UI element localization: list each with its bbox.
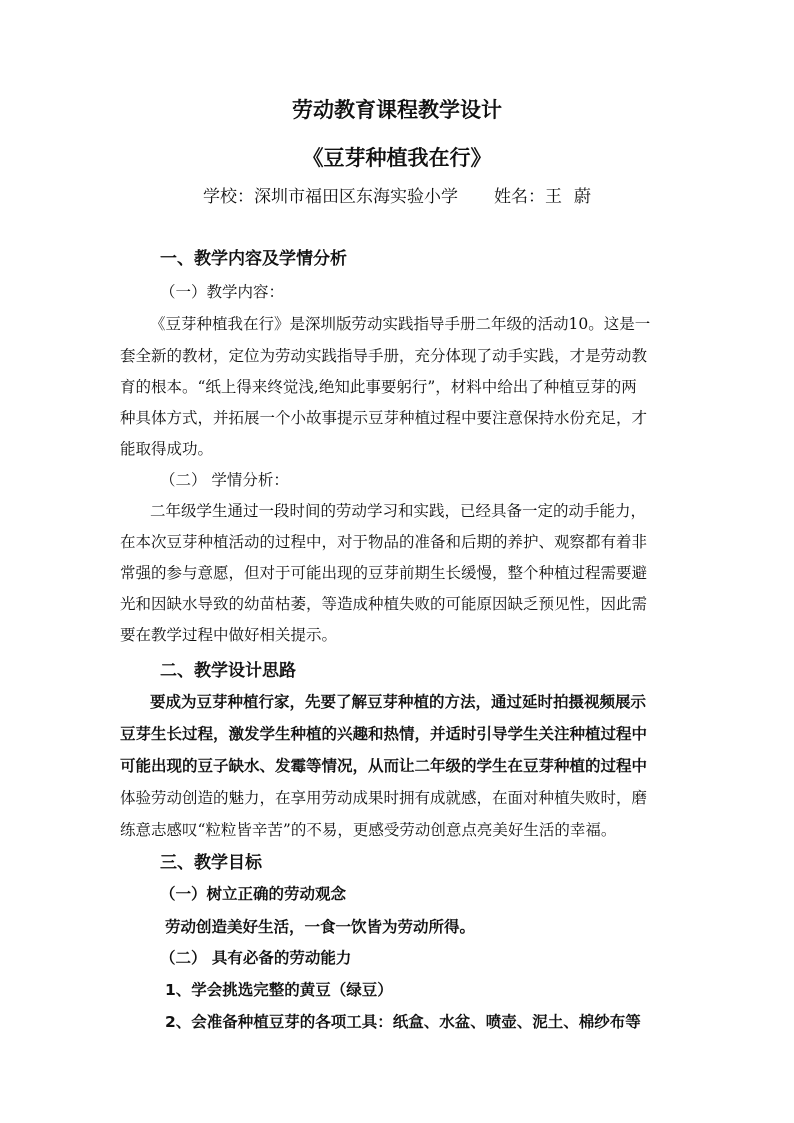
paragraph-line: 要在教学过程中做好相关提示。 [120, 626, 338, 644]
paragraph-line: 可能出现的豆子缺水、发霉等情况，从而让二年级的学生在豆芽种植的过程中 [120, 757, 648, 775]
list-item: 2、会准备种植豆芽的各项工具：纸盒、水盆、喷壶、泥土、棉纱布等 [165, 1013, 641, 1031]
subheading-1-2: （二） 学情分析： [160, 471, 289, 489]
paragraph-line: 二年级学生通过一段时间的劳动学习和实践，已经具备一定的动手能力， [150, 502, 647, 520]
paragraph-line: 要成为豆芽种植行家，先要了解豆芽种植的方法，通过延时拍摄视频展示 [150, 693, 647, 711]
name-label: 姓名：王 [494, 187, 562, 207]
paragraph-line: 套全新的教材，定位为劳动实践指导手册，充分体现了动手实践，才是劳动教 [120, 347, 648, 365]
paragraph-line: 种具体方式，并拓展一个小故事提示豆芽种植过程中要注意保持水份充足，才 [120, 409, 648, 427]
document-title: 劳动教育课程教学设计 [292, 98, 502, 122]
paragraph-line: 练意志感叹“粒粒皆辛苦”的不易，更感受劳动创意点亮美好生活的幸福。 [120, 821, 617, 839]
paragraph-line: 光和因缺水导致的幼苗枯萎，等造成种植失败的可能原因缺乏预见性，因此需 [120, 595, 648, 613]
paragraph-line: 育的根本。“纸上得来终觉浅,绝知此事要躬行”，材料中给出了种植豆芽的两 [120, 378, 637, 396]
subheading-3-2: （二） 具有必备的劳动能力 [160, 949, 352, 967]
author-info [0, 182, 794, 207]
paragraph-line: 能取得成功。 [120, 440, 214, 458]
section-heading-3: 三、教学目标 [160, 853, 262, 873]
paragraph-line: 常强的参与意愿，但对于可能出现的豆芽前期生长缓慢，整个种植过程需要避 [120, 564, 648, 582]
paragraph-line: 《豆芽种植我在行》是深圳版劳动实践指导手册二年级的活动10。这是一 [150, 315, 651, 333]
list-item: 1、学会挑选完整的黄豆（绿豆） [165, 981, 393, 999]
name-char: 蔚 [574, 187, 591, 207]
school-label: 学校：深圳市福田区东海实验小学 [203, 187, 458, 207]
paragraph-line: 劳动创造美好生活，一食一饮皆为劳动所得。 [165, 918, 476, 936]
section-heading-1: 一、教学内容及学情分析 [160, 249, 347, 269]
subheading-1-1: （一）教学内容： [160, 283, 285, 301]
document-subtitle: 《豆芽种植我在行》 [302, 146, 492, 170]
subheading-3-1: （一）树立正确的劳动观念 [160, 885, 347, 903]
paragraph-line: 体验劳动创造的魅力，在享用劳动成果时拥有成就感，在面对种植失败时，磨 [120, 789, 648, 807]
paragraph-line: 在本次豆芽种植活动的过程中，对于物品的准备和后期的养护、观察都有着非 [120, 533, 648, 551]
paragraph-line: 豆芽生长过程，激发学生种植的兴趣和热情，并适时引导学生关注种植过程中 [120, 725, 648, 743]
section-heading-2: 二、教学设计思路 [160, 661, 296, 681]
